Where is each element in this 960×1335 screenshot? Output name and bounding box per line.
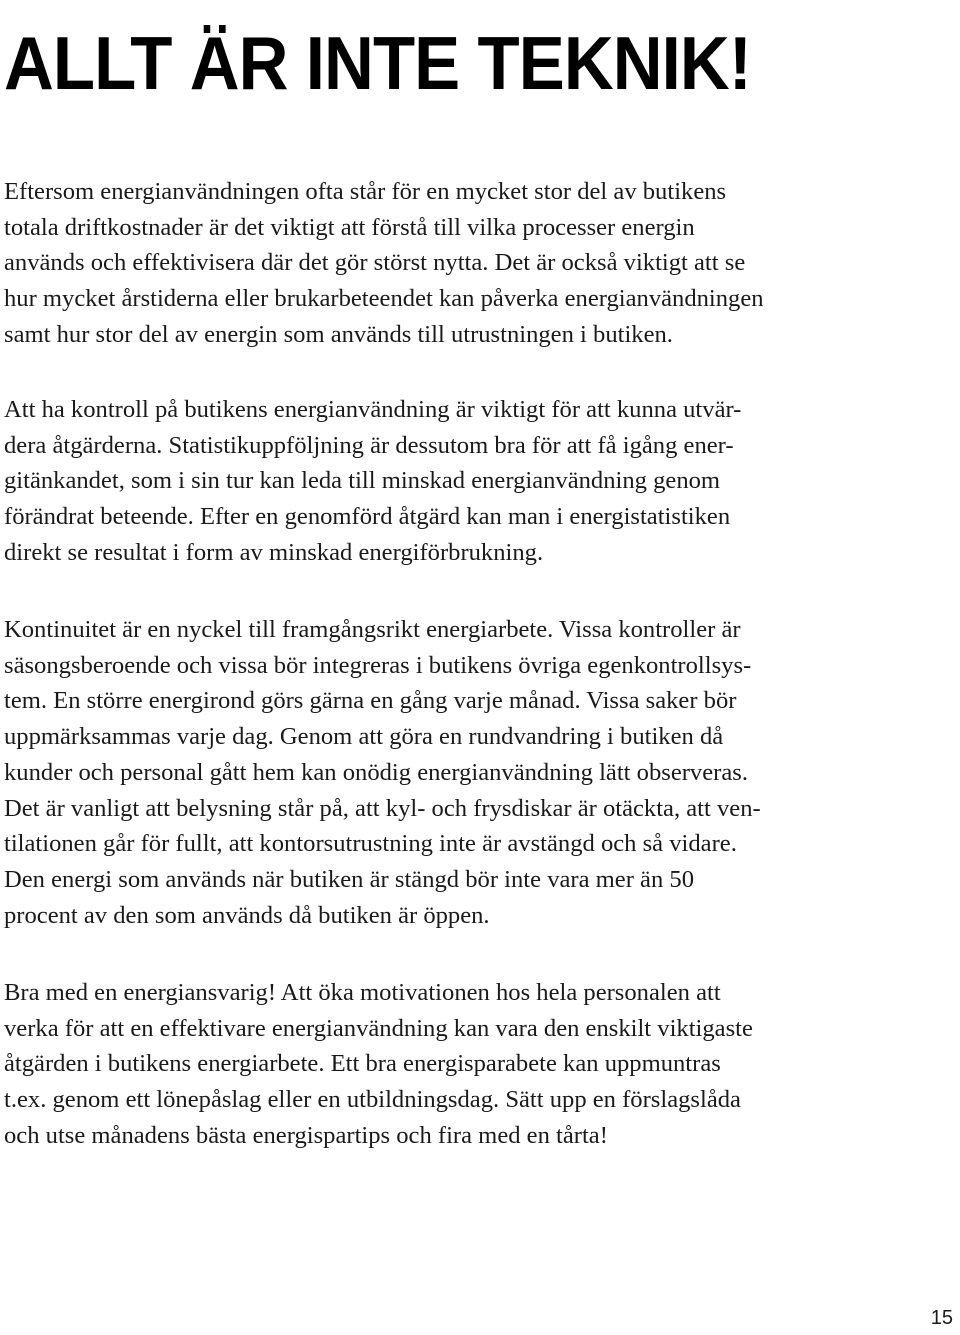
text-line: Kontinuitet är en nyckel till framgångsrikt energiarbete. Vissa kontroller är xyxy=(4,616,741,643)
text-line: Det är vanligt att belysning står på, att kyl- och frysdiskar är otäckta, att ven- xyxy=(4,794,761,822)
text-line: dera åtgärderna. Statistikuppföljning är dessutom bra för att få igång ener- xyxy=(4,431,734,459)
text-line: t.ex. genom ett lönepåslag eller en utbildningsdag. Sätt upp en förslagslåda xyxy=(4,1086,741,1114)
text-line: Att ha kontroll på butikens energianvändning är viktigt för att kunna utvär- xyxy=(4,396,742,423)
text-line: Eftersom energianvändningen ofta står för en mycket stor del av butikens xyxy=(4,178,727,205)
paragraph-continuity xyxy=(4,612,949,933)
text-line: hur mycket årstiderna eller brukarbeteendet kan påverka energianvändningen xyxy=(4,285,764,313)
page-number: 15 xyxy=(930,1307,953,1329)
text-line: förändrat beteende. Efter en genomförd åtgärd kan man i energistatistiken xyxy=(4,503,731,531)
paragraph-control-statistics xyxy=(4,392,949,571)
text-line: Bra med en energiansvarig! Att öka motivationen hos hela personalen att xyxy=(4,979,721,1006)
text-line: åtgärden i butikens energiarbete. Ett bra energisparabete kan uppmuntras xyxy=(4,1050,721,1078)
text-line: totala driftkostnader är det viktigt att förstå till vilka processer energin xyxy=(4,213,695,241)
text-line: tem. En större energirond görs gärna en gång varje månad. Vissa saker bör xyxy=(4,687,737,715)
text-line: uppmärksammas varje dag. Genom att göra en rundvandring i butiken då xyxy=(4,723,724,751)
paragraph-energy-costs xyxy=(4,174,949,353)
text-line: Den energi som används när butiken är stängd bör inte vara mer än 50 xyxy=(4,865,695,893)
page-heading: ALLT ÄR INTE TEKNIK! xyxy=(4,21,751,105)
text-line: kunder och personal gått hem kan onödig energianvändning lätt observeras. xyxy=(4,758,748,786)
text-line: tilationen går för fullt, att kontorsutrustning inte är avstängd och så vidare. xyxy=(4,830,737,858)
text-line: verka för att en effektivare energianvändning kan vara den enskilt viktigaste xyxy=(4,1014,753,1042)
text-line: procent av den som används då butiken är öppen. xyxy=(4,901,490,929)
paragraph-energy-manager xyxy=(4,975,949,1154)
text-line: används och effektivisera där det gör störst nytta. Det är också viktigt att se xyxy=(4,249,746,277)
text-line: samt hur stor del av energin som används till utrustningen i butiken. xyxy=(4,320,673,348)
text-line: direkt se resultat i form av minskad energiförbrukning. xyxy=(4,538,544,566)
text-line: säsongsberoende och vissa bör integreras i butikens övriga egenkontrollsys- xyxy=(4,651,752,679)
text-line: gitänkandet, som i sin tur kan leda till minskad energianvändning genom xyxy=(4,467,721,495)
text-line: och utse månadens bästa energispartips och fira med en tårta! xyxy=(4,1121,608,1149)
